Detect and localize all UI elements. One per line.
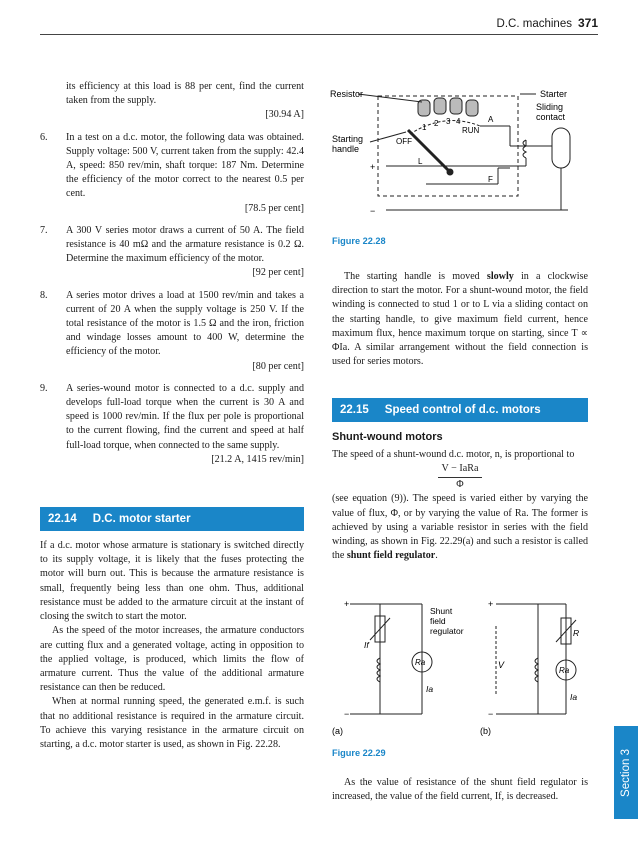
label-b: (b) xyxy=(480,726,491,736)
label-ia-b: Ia xyxy=(570,692,578,702)
page-number: 371 xyxy=(577,16,598,30)
label-starting: Starting xyxy=(332,134,364,144)
section-number: 22.15 xyxy=(340,403,369,416)
label-ra-a: Ra xyxy=(415,658,426,667)
exercise-text: In a test on a d.c. motor, the following data was obtained. Supply voltage: 500 V, current taken from the supply: 42.4 A, speed: 850 rev/min, shaft torque: 187 Nm. Determine the efficiency of the motor correct to the nearest 0.5 per cent. xyxy=(66,131,304,200)
left-column xyxy=(40,80,304,752)
label-plus: + xyxy=(370,162,376,172)
header-rule xyxy=(40,34,598,35)
paragraph: As the speed of the motor increases, the armature conductors are cutting flux and a generated voltage, acting in opposition to the applied voltage, is produced, which limits the flow of armature current. Thus the value of the additional armature resistance can then be reduced. xyxy=(40,625,304,694)
paragraph: If a d.c. motor whose armature is stationary is switched directly to its supply voltage, it is likely that the fuses protecting the motor will burn out. This is because the armature resistance is small, frequently being less than one ohm. Thus, additional resistance must be added to the armature circuit at the instant of closing the switch to start the motor. xyxy=(40,540,304,623)
exercise-text: A series-wound motor is connected to a d.c. supply and develops full-load torque when the current is 30 A and speed is 1000 rev/min. If the flux per pole is proportional to the current flowing, find the current and speed at half full-load torque, when connected to the same supply. xyxy=(66,382,304,451)
exercise-continued xyxy=(40,80,304,123)
paragraph: (see equation (9)). The speed is varied either by varying the value of flux, Φ, or by varying the value of Ra. The former is achieved by using a variable resistor in series with the field winding, as shown in Fig. 22.29(a) and such a resistor is called the shunt field regulator. xyxy=(332,493,588,562)
label-sliding: Sliding xyxy=(536,102,564,112)
formula-denominator: Φ xyxy=(456,479,464,491)
exercise-answer: [80 per cent] xyxy=(252,360,304,372)
exercise-8 xyxy=(40,289,304,374)
label-field: field xyxy=(430,616,446,626)
resistor-coil xyxy=(418,100,430,116)
label-plus-a: + xyxy=(344,599,350,609)
speed-formula xyxy=(332,462,588,492)
label-a: (a) xyxy=(332,726,343,736)
label-v: V xyxy=(498,660,505,670)
label-stud-2: 2 xyxy=(434,119,439,128)
exercise-answer: [21.2 A, 1415 rev/min] xyxy=(211,453,304,465)
section-title: Speed control of d.c. motors xyxy=(384,403,541,416)
figure-caption: Figure 22.29 xyxy=(332,748,386,758)
exercise-answer: [78.5 per cent] xyxy=(244,202,304,214)
exercise-7 xyxy=(40,224,304,281)
label-a: A xyxy=(488,115,494,124)
right-column-section xyxy=(332,398,588,563)
right-column-upper xyxy=(332,270,588,369)
label-shunt: Shunt xyxy=(430,606,453,616)
paragraph: The starting handle is moved slowly in a clockwise direction to start the motor. For a shunt-wound motor, the field winding is connected to stud 1 or to L via a sliding contact on the starting handle, to give maximum field current, hence maximum flux, hence maximum torque on starting, since T ∝ ΦIa. A similar arrangement without the field connection is used for series motors. xyxy=(332,271,588,368)
label-minus-a: − xyxy=(344,709,350,719)
shunt-regulator-diagram xyxy=(330,596,590,740)
label-contact: contact xyxy=(536,112,566,122)
label-f: F xyxy=(488,175,493,184)
exercise-number: 6. xyxy=(40,131,48,143)
header-title: D.C. machines xyxy=(496,18,572,30)
exercise-number: 7. xyxy=(40,224,48,236)
exercise-text: A 300 V series motor draws a current of 50 A. The field resistance is 40 mΩ and the armature resistance is 0.2 Ω. Determine the maximum efficiency of the motor. xyxy=(66,224,304,265)
label-if: If xyxy=(364,640,369,650)
formula-numerator: V − IaRa xyxy=(438,462,483,478)
paragraph: When at normal running speed, the generated e.m.f. is such that no additional resistance is required in the armature circuit. To achieve this varying resistance in the armature circuit on starting, a d.c. motor starter is used, as shown in Fig. 22.28. xyxy=(40,696,304,750)
label-handle: handle xyxy=(332,144,360,154)
resistor-coil xyxy=(450,98,462,114)
label-stud-4: 4 xyxy=(456,117,461,126)
label-run: RUN xyxy=(462,126,480,135)
section-title: D.C. motor starter xyxy=(92,512,191,525)
label-stud-3: 3 xyxy=(446,117,451,126)
starter-enclosure xyxy=(378,96,518,196)
label-ia-a: Ia xyxy=(426,684,434,694)
figure-22-29 xyxy=(330,596,590,740)
exercise-answer: [92 per cent] xyxy=(252,267,304,279)
label-minus: − xyxy=(370,206,376,216)
figure-caption: Figure 22.28 xyxy=(332,236,386,246)
label-stud-1: 1 xyxy=(422,123,427,132)
subheading: Shunt-wound motors xyxy=(332,431,443,443)
paragraph: As the value of resistance of the shunt field regulator is increased, the value of the field current, If, is decreased. xyxy=(332,777,588,803)
section-heading-22-14 xyxy=(40,507,304,531)
exercise-9 xyxy=(40,382,304,467)
label-resistor: Resistor xyxy=(330,89,364,99)
exercise-number: 9. xyxy=(40,382,48,394)
section-tab-label: Section 3 xyxy=(620,748,632,797)
resistor-coil xyxy=(434,98,446,114)
exercise-number: 8. xyxy=(40,289,48,301)
figure-22-28 xyxy=(330,84,590,232)
handle-pivot xyxy=(447,169,453,175)
label-off: OFF xyxy=(396,137,412,146)
right-column-final xyxy=(332,776,588,804)
running-header xyxy=(497,16,598,30)
exercise-text: its efficiency at this load is 88 per cent, find the current taken from the supply. xyxy=(66,81,304,107)
label-starter: Starter xyxy=(540,89,568,99)
exercise-answer: [30.94 A] xyxy=(265,109,304,121)
label-plus-b: + xyxy=(488,599,494,609)
label-ra-b: Ra xyxy=(559,666,570,675)
motor-starter-diagram xyxy=(330,84,590,232)
label-regulator: regulator xyxy=(430,626,464,636)
label-r: R xyxy=(573,628,580,638)
exercise-6 xyxy=(40,131,304,216)
paragraph: The speed of a shunt-wound d.c. motor, n, is proportional to xyxy=(332,449,575,461)
section-heading-22-15 xyxy=(332,398,588,422)
armature xyxy=(552,128,570,168)
section-number: 22.14 xyxy=(48,512,77,525)
exercise-text: A series motor drives a load at 1500 rev/min and takes a current of 20 A when the supply voltage is 250 V. If the total resistance of the motor is 1.5 Ω and the iron, friction and windage losses amount to 400 W, determine the efficiency of the motor. xyxy=(66,289,304,358)
section-tab xyxy=(614,726,638,819)
label-l: L xyxy=(418,157,423,166)
resistor-coil xyxy=(466,100,478,116)
label-minus-b: − xyxy=(488,709,494,719)
